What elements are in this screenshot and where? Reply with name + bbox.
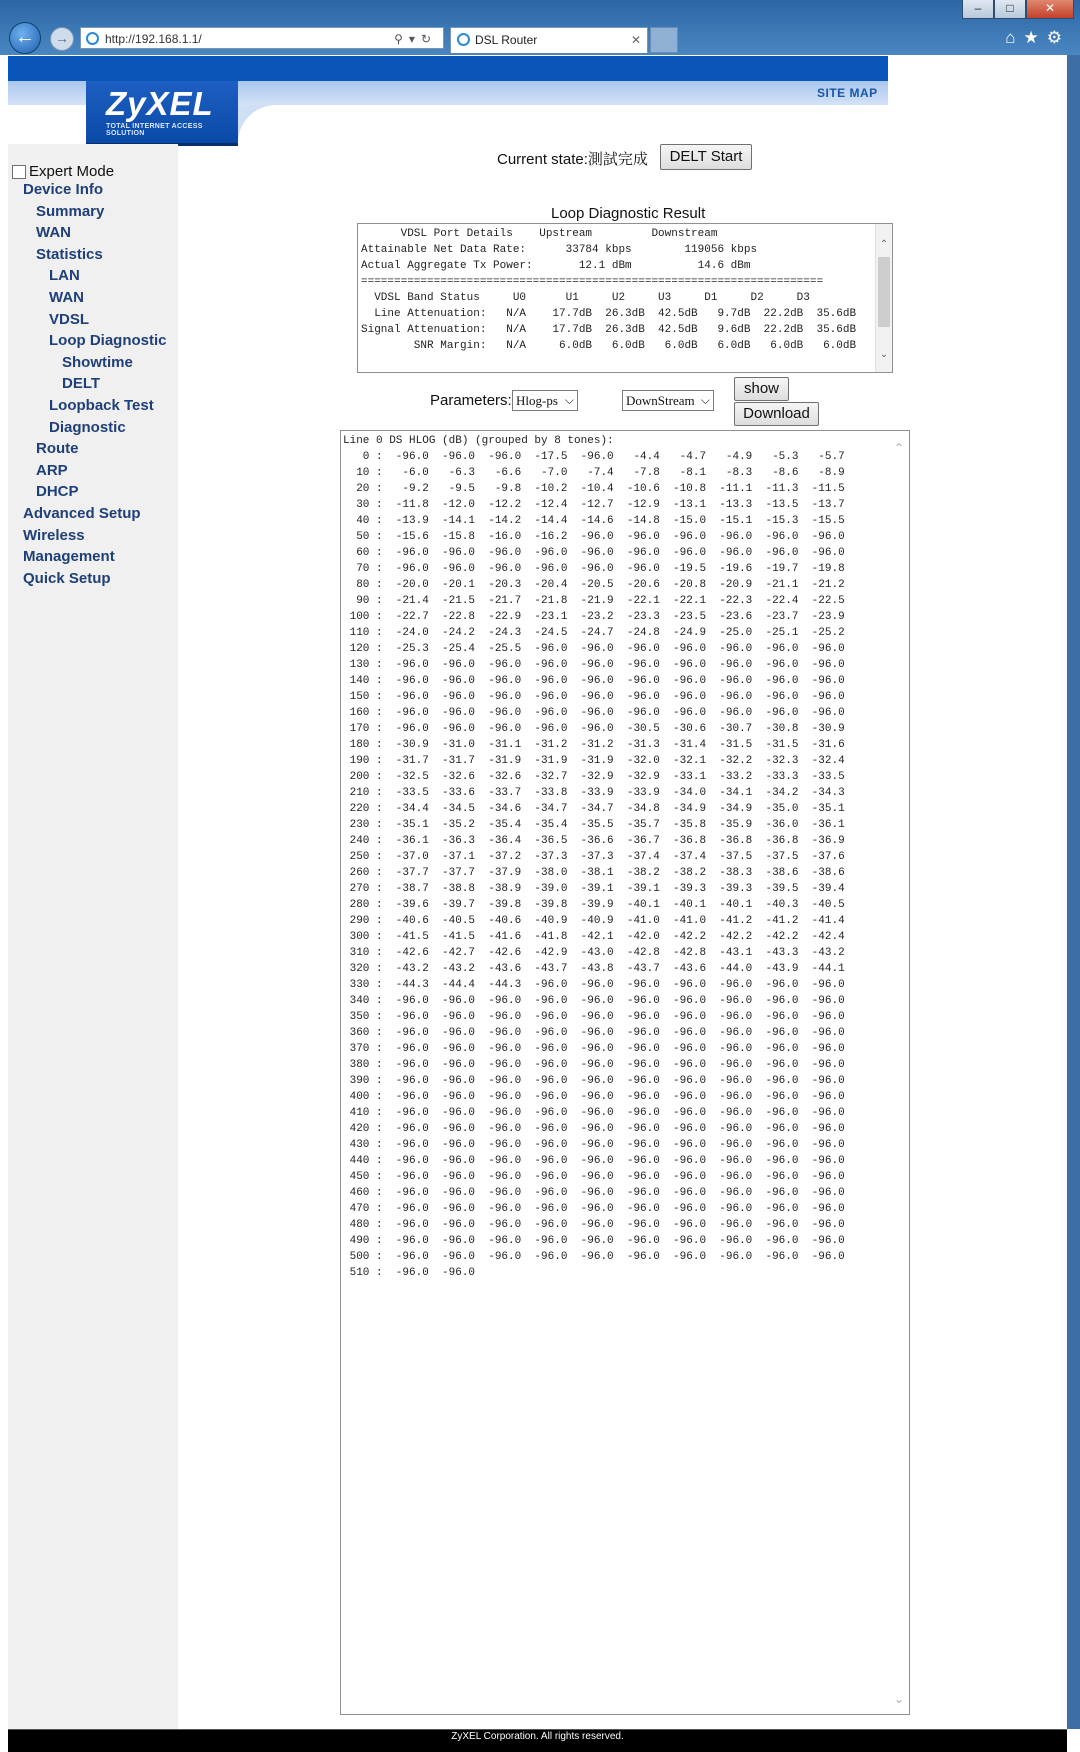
- sidebar-item-management[interactable]: Management: [23, 548, 115, 566]
- sidebar-item-advanced-setup[interactable]: Advanced Setup: [23, 505, 141, 522]
- hlog-row: 480 : -96.0 -96.0 -96.0 -96.0 -96.0 -96.0 -96.0 -96.0 -96.0 -96.0: [343, 1219, 845, 1231]
- hlog-row: 10 : -6.0 -6.3 -6.6 -7.0 -7.4 -7.8 -8.1 -8.3 -8.6 -8.9: [343, 467, 845, 479]
- hlog-row: 90 : -21.4 -21.5 -21.7 -21.8 -21.9 -22.1 -22.1 -22.3 -22.4 -22.5: [343, 595, 845, 607]
- hlog-row: 100 : -22.7 -22.8 -22.9 -23.1 -23.2 -23.3 -23.5 -23.6 -23.7 -23.9: [343, 611, 845, 623]
- hlog-scrollbar[interactable]: [889, 431, 909, 1714]
- scroll-down-icon[interactable]: ⌄: [893, 1692, 905, 1706]
- hlog-row: 310 : -42.6 -42.7 -42.6 -42.9 -43.0 -42.8 -42.8 -43.1 -43.3 -43.2: [343, 947, 845, 959]
- hlog-row: 140 : -96.0 -96.0 -96.0 -96.0 -96.0 -96.0 -96.0 -96.0 -96.0 -96.0: [343, 675, 845, 687]
- address-text: http://192.168.1.1/: [105, 32, 202, 46]
- hlog-row: 350 : -96.0 -96.0 -96.0 -96.0 -96.0 -96.0 -96.0 -96.0 -96.0 -96.0: [343, 1011, 845, 1023]
- hlog-text: [343, 433, 845, 1281]
- minimize-icon[interactable]: –: [962, 0, 994, 19]
- hlog-row: 80 : -20.0 -20.1 -20.3 -20.4 -20.5 -20.6 -20.8 -20.9 -21.1 -21.2: [343, 579, 845, 591]
- sidebar-item-statistics[interactable]: Statistics: [36, 245, 103, 263]
- loop-diagnostic-result[interactable]: [357, 223, 893, 373]
- window-frame: [1067, 55, 1080, 1729]
- parameter-select[interactable]: [512, 390, 578, 411]
- hlog-row: 210 : -33.5 -33.6 -33.7 -33.8 -33.9 -33.9 -34.0 -34.1 -34.2 -34.3: [343, 787, 845, 799]
- search-refresh-icon[interactable]: ⚲▾↻: [394, 32, 437, 46]
- footer: ZyXEL Corporation. All rights reserved.: [8, 1729, 1067, 1752]
- download-button[interactable]: Download: [734, 402, 819, 426]
- direction-select[interactable]: [622, 390, 714, 411]
- result-line: Line Attenuation: N/A 17.7dB 26.3dB 42.5dB 9.7dB 22.2dB 35.6dB: [361, 308, 857, 320]
- scroll-thumb[interactable]: [878, 257, 890, 327]
- hlog-row: 70 : -96.0 -96.0 -96.0 -96.0 -96.0 -96.0 -19.5 -19.6 -19.7 -19.8: [343, 563, 845, 575]
- sidebar-item-dhcp[interactable]: DHCP: [36, 483, 79, 501]
- new-tab-button[interactable]: [650, 27, 678, 53]
- hlog-row: 250 : -37.0 -37.1 -37.2 -37.3 -37.3 -37.4 -37.4 -37.5 -37.5 -37.6: [343, 851, 845, 863]
- hlog-row: 440 : -96.0 -96.0 -96.0 -96.0 -96.0 -96.0 -96.0 -96.0 -96.0 -96.0: [343, 1155, 845, 1167]
- result-text: [361, 226, 856, 354]
- hlog-row: 150 : -96.0 -96.0 -96.0 -96.0 -96.0 -96.0 -96.0 -96.0 -96.0 -96.0: [343, 691, 845, 703]
- result-line: SNR Margin: N/A 6.0dB 6.0dB 6.0dB 6.0dB 6.0dB 6.0dB: [361, 340, 857, 352]
- sidebar-item-loopback-test[interactable]: Loopback Test: [49, 397, 154, 414]
- hlog-row: 460 : -96.0 -96.0 -96.0 -96.0 -96.0 -96.0 -96.0 -96.0 -96.0 -96.0: [343, 1187, 845, 1199]
- zyxel-logo: [86, 81, 238, 146]
- hlog-row: 300 : -41.5 -41.5 -41.6 -41.8 -42.1 -42.0 -42.2 -42.2 -42.2 -42.4: [343, 931, 845, 943]
- hlog-row: 110 : -24.0 -24.2 -24.3 -24.5 -24.7 -24.8 -24.9 -25.0 -25.1 -25.2: [343, 627, 845, 639]
- direction-select-value: DownStream: [626, 393, 695, 408]
- hlog-row: 330 : -44.3 -44.4 -44.3 -96.0 -96.0 -96.0 -96.0 -96.0 -96.0 -96.0: [343, 979, 845, 991]
- hlog-row: 370 : -96.0 -96.0 -96.0 -96.0 -96.0 -96.0 -96.0 -96.0 -96.0 -96.0: [343, 1043, 845, 1055]
- forward-icon[interactable]: →: [50, 27, 74, 51]
- close-icon[interactable]: ✕: [1026, 0, 1074, 19]
- expert-mode-checkbox[interactable]: [12, 163, 114, 180]
- result-line: Attainable Net Data Rate: 33784 kbps 119056 kbps: [361, 244, 758, 256]
- sidebar-item-route[interactable]: Route: [36, 440, 79, 458]
- hlog-row: 270 : -38.7 -38.8 -38.9 -39.0 -39.1 -39.1 -39.3 -39.3 -39.5 -39.4: [343, 883, 845, 895]
- hlog-row: 180 : -30.9 -31.0 -31.1 -31.2 -31.2 -31.3 -31.4 -31.5 -31.5 -31.6: [343, 739, 845, 751]
- hlog-row: 490 : -96.0 -96.0 -96.0 -96.0 -96.0 -96.0 -96.0 -96.0 -96.0 -96.0: [343, 1235, 845, 1247]
- hlog-row: 170 : -96.0 -96.0 -96.0 -96.0 -96.0 -30.5 -30.6 -30.7 -30.8 -30.9: [343, 723, 845, 735]
- hlog-row: 450 : -96.0 -96.0 -96.0 -96.0 -96.0 -96.0 -96.0 -96.0 -96.0 -96.0: [343, 1171, 845, 1183]
- sidebar-item-quick-setup[interactable]: Quick Setup: [23, 569, 111, 587]
- expert-mode-label: Expert Mode: [29, 163, 115, 180]
- sidebar-item-arp[interactable]: ARP: [36, 461, 68, 479]
- logo-tagline: TOTAL INTERNET ACCESS SOLUTION: [106, 123, 203, 137]
- hlog-row: 260 : -37.7 -37.7 -37.9 -38.0 -38.1 -38.2 -38.2 -38.3 -38.6 -38.6: [343, 867, 845, 879]
- result-line: ======================================================================: [361, 276, 824, 288]
- window-controls: [962, 0, 1074, 20]
- ie-icon: [457, 33, 470, 46]
- result-line: Actual Aggregate Tx Power: 12.1 dBm 14.6 dBm: [361, 260, 751, 272]
- parameter-select-value: Hlog-ps: [516, 393, 558, 408]
- loop-diagnostic-title: Loop Diagnostic Result: [551, 205, 706, 222]
- chevron-down-icon: ⌵: [700, 393, 710, 407]
- hlog-row: 240 : -36.1 -36.3 -36.4 -36.5 -36.6 -36.7 -36.8 -36.8 -36.8 -36.9: [343, 835, 845, 847]
- sidebar-item-device-info[interactable]: Device Info: [23, 181, 104, 198]
- hlog-row: 340 : -96.0 -96.0 -96.0 -96.0 -96.0 -96.0 -96.0 -96.0 -96.0 -96.0: [343, 995, 845, 1007]
- hlog-header: Line 0 DS HLOG (dB) (grouped by 8 tones):: [343, 435, 614, 447]
- hlog-row: 60 : -96.0 -96.0 -96.0 -96.0 -96.0 -96.0 -96.0 -96.0 -96.0 -96.0: [343, 547, 845, 559]
- sidebar-item-diagnostic[interactable]: Diagnostic: [49, 418, 126, 436]
- hlog-row: 40 : -13.9 -14.1 -14.2 -14.4 -14.6 -14.8 -15.0 -15.1 -15.3 -15.5: [343, 515, 845, 527]
- hlog-row: 120 : -25.3 -25.4 -25.5 -96.0 -96.0 -96.0 -96.0 -96.0 -96.0 -96.0: [343, 643, 845, 655]
- hlog-row: 280 : -39.6 -39.7 -39.8 -39.8 -39.9 -40.1 -40.1 -40.1 -40.3 -40.5: [343, 899, 845, 911]
- hlog-row: 190 : -31.7 -31.7 -31.9 -31.9 -31.9 -32.0 -32.1 -32.2 -32.3 -32.4: [343, 755, 845, 767]
- chevron-down-icon: ⌵: [564, 393, 574, 407]
- hlog-row: 30 : -11.8 -12.0 -12.2 -12.4 -12.7 -12.9 -13.1 -13.3 -13.5 -13.7: [343, 499, 845, 511]
- current-state: Current state:測試完成: [497, 151, 648, 168]
- sidebar-item-showtime[interactable]: Showtime: [62, 353, 133, 371]
- hlog-row: 510 : -96.0 -96.0: [343, 1267, 476, 1279]
- browser-tab[interactable]: [450, 27, 648, 53]
- sidebar-item-summary[interactable]: Summary: [36, 202, 105, 220]
- hlog-row: 230 : -35.1 -35.2 -35.4 -35.4 -35.5 -35.7 -35.8 -35.9 -36.0 -36.1: [343, 819, 845, 831]
- hlog-output[interactable]: [340, 430, 910, 1715]
- toolbar-icons: [1005, 28, 1070, 48]
- site-map-link[interactable]: SITE MAP: [817, 86, 878, 100]
- tab-title: DSL Router: [475, 33, 538, 47]
- hlog-row: 200 : -32.5 -32.6 -32.6 -32.7 -32.9 -32.9 -33.1 -33.2 -33.3 -33.5: [343, 771, 845, 783]
- checkbox-icon[interactable]: [12, 165, 26, 179]
- hlog-row: 220 : -34.4 -34.5 -34.6 -34.7 -34.7 -34.8 -34.9 -34.9 -35.0 -35.1: [343, 803, 845, 815]
- hlog-row: 160 : -96.0 -96.0 -96.0 -96.0 -96.0 -96.0 -96.0 -96.0 -96.0 -96.0: [343, 707, 845, 719]
- sidebar-item-lan[interactable]: LAN: [49, 267, 80, 285]
- delt-start-button[interactable]: DELT Start: [660, 144, 752, 170]
- back-icon[interactable]: ←: [9, 22, 41, 54]
- close-tab-icon[interactable]: ✕: [630, 33, 641, 47]
- sidebar-item-wan[interactable]: WAN: [49, 289, 84, 306]
- hlog-row: 20 : -9.2 -9.5 -9.8 -10.2 -10.4 -10.6 -10.8 -11.1 -11.3 -11.5: [343, 483, 845, 495]
- sidebar-item-vdsl[interactable]: VDSL: [49, 310, 90, 328]
- favorites-icon[interactable]: ★: [1023, 28, 1047, 47]
- hlog-row: 500 : -96.0 -96.0 -96.0 -96.0 -96.0 -96.0 -96.0 -96.0 -96.0 -96.0: [343, 1251, 845, 1263]
- result-line: VDSL Port Details Upstream Downstream: [361, 228, 718, 240]
- sidebar-item-loop-diagnostic[interactable]: Loop Diagnostic: [49, 332, 167, 350]
- show-button[interactable]: show: [734, 377, 789, 401]
- result-line: VDSL Band Status U0 U1 U2 U3 D1 D2 D3: [361, 292, 810, 304]
- hlog-row: 430 : -96.0 -96.0 -96.0 -96.0 -96.0 -96.0 -96.0 -96.0 -96.0 -96.0: [343, 1139, 845, 1151]
- settings-icon[interactable]: ⚙: [1046, 28, 1070, 47]
- home-icon[interactable]: ⌂: [1005, 28, 1024, 47]
- sidebar-item-wireless[interactable]: Wireless: [23, 526, 85, 544]
- parameters-label: Parameters:: [430, 392, 512, 409]
- logo-text: ZyXEL: [106, 85, 214, 122]
- maximize-icon[interactable]: □: [994, 0, 1026, 19]
- hlog-row: 0 : -96.0 -96.0 -96.0 -17.5 -96.0 -4.4 -4.7 -4.9 -5.3 -5.7: [343, 451, 845, 463]
- hlog-row: 320 : -43.2 -43.2 -43.6 -43.7 -43.8 -43.7 -43.6 -44.0 -43.9 -44.1: [343, 963, 845, 975]
- scroll-up-icon[interactable]: ⌃: [879, 239, 889, 250]
- hlog-row: 380 : -96.0 -96.0 -96.0 -96.0 -96.0 -96.0 -96.0 -96.0 -96.0 -96.0: [343, 1059, 845, 1071]
- scroll-down-icon[interactable]: ⌄: [879, 349, 889, 360]
- hlog-row: 420 : -96.0 -96.0 -96.0 -96.0 -96.0 -96.0 -96.0 -96.0 -96.0 -96.0: [343, 1123, 845, 1135]
- hlog-row: 360 : -96.0 -96.0 -96.0 -96.0 -96.0 -96.0 -96.0 -96.0 -96.0 -96.0: [343, 1027, 845, 1039]
- sidebar-item-delt[interactable]: DELT: [62, 375, 101, 393]
- hlog-row: 130 : -96.0 -96.0 -96.0 -96.0 -96.0 -96.0 -96.0 -96.0 -96.0 -96.0: [343, 659, 845, 671]
- address-bar[interactable]: [80, 27, 444, 49]
- sidebar-item-wan[interactable]: WAN: [36, 224, 71, 242]
- hlog-row: 290 : -40.6 -40.5 -40.6 -40.9 -40.9 -41.0 -41.0 -41.2 -41.2 -41.4: [343, 915, 845, 927]
- hlog-row: 400 : -96.0 -96.0 -96.0 -96.0 -96.0 -96.0 -96.0 -96.0 -96.0 -96.0: [343, 1091, 845, 1103]
- browser-chrome: [0, 0, 1080, 55]
- hlog-row: 50 : -15.6 -15.8 -16.0 -16.2 -96.0 -96.0 -96.0 -96.0 -96.0 -96.0: [343, 531, 845, 543]
- hlog-row: 390 : -96.0 -96.0 -96.0 -96.0 -96.0 -96.0 -96.0 -96.0 -96.0 -96.0: [343, 1075, 845, 1087]
- hlog-row: 470 : -96.0 -96.0 -96.0 -96.0 -96.0 -96.0 -96.0 -96.0 -96.0 -96.0: [343, 1203, 845, 1215]
- header-top-bar: [8, 56, 888, 81]
- ie-icon: [86, 32, 99, 45]
- result-scrollbar[interactable]: [875, 224, 892, 372]
- hlog-row: 410 : -96.0 -96.0 -96.0 -96.0 -96.0 -96.0 -96.0 -96.0 -96.0 -96.0: [343, 1107, 845, 1119]
- scroll-up-icon[interactable]: ⌃: [893, 441, 905, 455]
- result-line: Signal Attenuation: N/A 17.7dB 26.3dB 42.5dB 9.6dB 22.2dB 35.6dB: [361, 324, 857, 336]
